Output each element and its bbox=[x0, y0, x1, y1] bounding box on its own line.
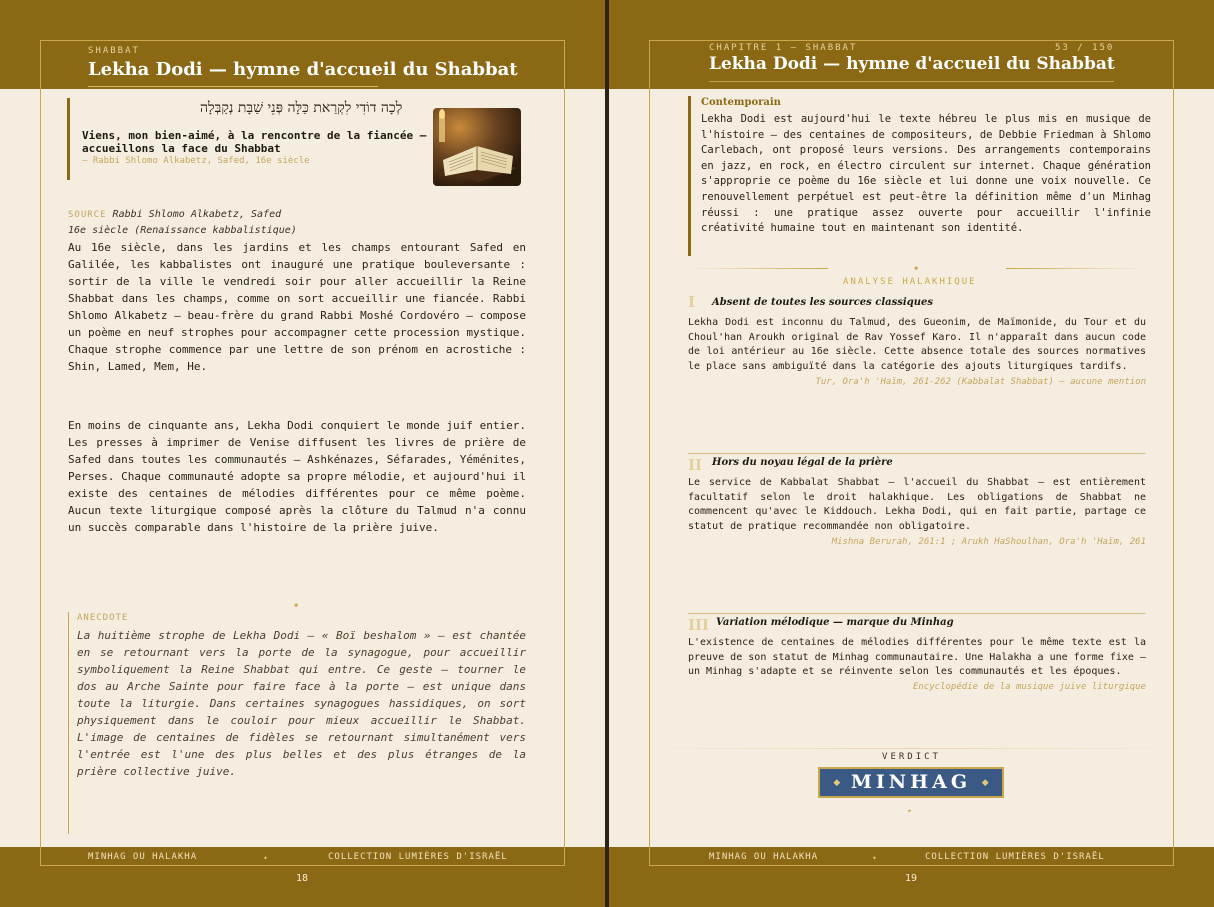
contemporary-box bbox=[688, 96, 1151, 256]
source-label: SOURCE bbox=[68, 210, 107, 220]
hebrew-verse: לְכָה דוֹדִי לִקְרַאת כַּלָּה פְּנֵי שַׁבָּת נְקַבְּלָה bbox=[200, 100, 403, 116]
body-paragraph-2: En moins de cinquante ans, Lekha Dodi conquiert le monde juif entier. Les presses à imprimer de Venise diffusent les livres de prière de Safed dans toutes les communautés — Ashkénazes, Séfarades, Yéménites, Perses. Chaque communauté adopte sa propre mélodie, et aujourd'hui il existe des centaines de mélodies différentes pour ce même poème. Aucun texte liturgique composé après la clôture du Talmud n'a connu un succès comparable dans l'histoire de la prière juive. bbox=[68, 419, 526, 534]
verdict-badge bbox=[818, 767, 1004, 798]
footer-collection: COLLECTION LUMIÈRES D'ISRAËL bbox=[328, 852, 508, 862]
argument-1 bbox=[688, 293, 1146, 393]
argument-reference: Tur, Ora'h 'Haïm, 261-262 (Kabbalat Shabbat) — aucune mention bbox=[815, 377, 1146, 387]
argument-reference: Mishna Berurah, 261:1 ; Arukh HaShoulhan, Ora'h 'Haïm, 261 bbox=[831, 537, 1146, 547]
argument-text: Le service de Kabbalat Shabbat — l'accueil du Shabbat — est entièrement facultatif selon le droit halakhique. Les obligations de Shabbat ne commencent qu'avec le Kiddouch. Lekha Dodi, qui en fait partie, partage ce statut de pratique recommandée non obligatoire. bbox=[688, 477, 1146, 533]
contemporary-label: Contemporain bbox=[701, 97, 781, 108]
footer-star-icon: ✦ bbox=[872, 853, 877, 862]
ornament-diamond: ◆ bbox=[294, 601, 299, 609]
source-period: 16e siècle (Renaissance kabbalistique) bbox=[68, 225, 297, 236]
section-divider-left bbox=[688, 268, 828, 269]
argument-title: Hors du noyau légal de la prière bbox=[712, 457, 893, 468]
section-divider-right bbox=[1006, 268, 1146, 269]
diamond-icon: ◆ bbox=[833, 778, 841, 788]
verdict-divider bbox=[629, 748, 1194, 749]
entry-counter: 53 / 150 bbox=[1055, 43, 1115, 53]
ornament-diamond: ◆ bbox=[914, 264, 919, 272]
open-book-image bbox=[433, 108, 521, 186]
diamond-icon: ◆ bbox=[981, 778, 989, 788]
quote-translation: Viens, mon bien-aimé, à la rencontre de la fiancée — accueillons la face du Shabbat bbox=[82, 129, 427, 155]
chapter-kicker: SHABBAT bbox=[88, 46, 140, 56]
argument-reference: Encyclopédie de la musique juive liturgique bbox=[913, 682, 1146, 692]
argument-2 bbox=[688, 453, 1146, 553]
argument-title: Variation mélodique — marque du Minhag bbox=[716, 617, 954, 628]
argument-numeral: III bbox=[688, 616, 710, 634]
argument-3 bbox=[688, 613, 1146, 703]
argument-title: Absent de toutes les sources classiques bbox=[712, 297, 933, 308]
body-paragraph-1: Au 16e siècle, dans les jardins et les champs entourant Safed en Galilée, les kabbalistes ont inauguré une pratique bouleversante : sortir de la ville le vendredi soir pour aller accueillir la Reine Shabbat dans les champs, comme on sort accueillir une fiancée. Rabbi Shlomo Alkabetz — beau-frère du grand Rabbi Moshé Cordovéro — compose un poème en neuf strophes pour accompagner cette procession mystique. Chaque strophe commence par une lettre de son prénom en acrostiche : Shin, Lamed, Mem, He. bbox=[68, 241, 526, 373]
left-page bbox=[0, 0, 605, 907]
page-number: 18 bbox=[296, 873, 309, 884]
argument-rule bbox=[688, 613, 1146, 614]
title-rule bbox=[709, 81, 1114, 82]
page-title: Lekha Dodi — hymne d'accueil du Shabbat bbox=[709, 54, 1115, 74]
page-number: 19 bbox=[905, 873, 918, 884]
footer-series: MINHAG OU HALAKHA bbox=[709, 852, 819, 862]
anecdote-text: La huitième strophe de Lekha Dodi — « Boï beshalom » — est chantée en se retournant vers la porte de la synagogue, pour accueillir symboliquement la Reine Shabbat qui entre. Ce geste — tourner le dos au Arche Sainte pour faire face à la porte — est unique dans toute la liturgie. Dans certaines synagogues hassidiques, on sort physiquement dans le couloir pour mieux accueillir le Shabbat. L'image de centaines de fidèles se retournant simultanément vers l'entrée est l'une des plus belles et des plus étranges de la prière collective juive. bbox=[77, 629, 526, 778]
source-author: Rabbi Shlomo Alkabetz, Safed bbox=[112, 209, 282, 220]
chapter-kicker: CHAPITRE 1 — SHABBAT bbox=[709, 43, 858, 53]
page-title: Lekha Dodi — hymne d'accueil du Shabbat bbox=[88, 59, 518, 80]
argument-numeral: I bbox=[688, 293, 696, 311]
quote-attribution: — Rabbi Shlomo Alkabetz, Safed, 16e siècle bbox=[82, 156, 310, 166]
title-rule bbox=[88, 86, 378, 87]
argument-text: L'existence de centaines de mélodies différentes pour le même texte est la preuve de son statut de Minhag communautaire. Une Halakha a une forme fixe — un Minhag s'adapte et se réinvente selon les communautés et les époques. bbox=[688, 637, 1146, 678]
star-icon: ✦ bbox=[907, 806, 912, 815]
argument-numeral: II bbox=[688, 456, 703, 474]
argument-rule bbox=[688, 453, 1146, 454]
argument-text: Lekha Dodi est inconnu du Talmud, des Gueonim, de Maïmonide, du Tour et du Choul'han Aroukh original de Rav Yossef Karo. Il n'apparaît dans aucun code de loi antérieur au 16e siècle. Cette absence totale des sources normatives le place sans ambiguïté dans la catégorie des ajouts liturgiques tardifs. bbox=[688, 317, 1146, 373]
footer-collection: COLLECTION LUMIÈRES D'ISRAËL bbox=[925, 852, 1105, 862]
contemporary-text: Lekha Dodi est aujourd'hui le texte hébreu le plus mis en musique de l'histoire — des centaines de compositeurs, de Debbie Friedman à Shlomo Carlebach, ont proposé leurs versions. Des arrangements contemporains en jazz, en rock, en électro circulent sur internet. Chaque génération s'approprie ce poème du 16e siècle et lui donne une voix nouvelle. Ce renouvellement perpétuel est peut-être la définition même d'un Minhag réussi : une pratique assez ouverte pour accueillir l'infinie créativité humaine tout en maintenant son identité. bbox=[701, 113, 1151, 235]
source-citation bbox=[68, 207, 297, 238]
anecdote-label: ANECDOTE bbox=[77, 613, 129, 623]
analysis-heading: ANALYSE HALAKHIQUE bbox=[843, 277, 977, 287]
footer-series: MINHAG OU HALAKHA bbox=[88, 852, 198, 862]
verdict-value: MINHAG bbox=[850, 771, 972, 793]
footer-star-icon: ✦ bbox=[263, 853, 268, 862]
right-page bbox=[609, 0, 1214, 907]
anecdote-box bbox=[68, 612, 526, 834]
verdict-label: VERDICT bbox=[882, 752, 941, 762]
